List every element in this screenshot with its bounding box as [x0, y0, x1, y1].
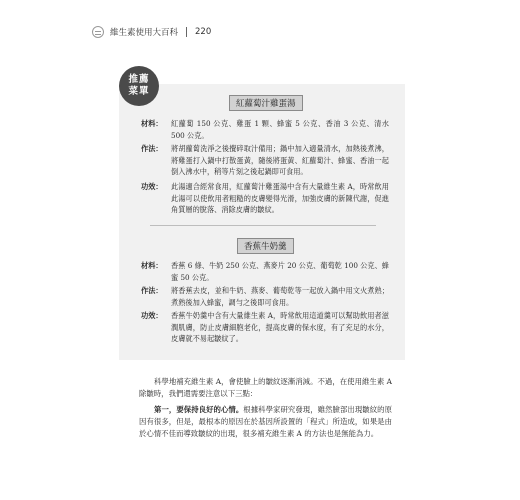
recipe-divider — [150, 225, 376, 226]
header-divider — [186, 27, 187, 37]
page-number: 220 — [195, 27, 212, 37]
body-paragraph: 科學地補充維生素 A，會使臉上的皺紋逐漸消減。不過，在使用維生素 A 除皺時，我們還需要注意以下三點： — [139, 377, 392, 399]
method-text: 將香蕉去皮，並和牛奶、燕麥、葡萄乾等一起放入鍋中用文火煮熟；煮熟後加入蜂蜜，調勻之後即可食用。 — [171, 286, 389, 307]
method-text: 將胡蘿蔔洗淨之後攪碎取汁備用；鍋中加入適量清水，加熱後煮沸，將雞蛋打入鍋中打散蛋黃，隨後將蛋黃、紅蘿蔔汁、蜂蜜、香油一起倒入沸水中，稍等片刻之後起鍋即可食用。 — [171, 144, 389, 177]
paragraph-lead: 第一，要保持良好的心情。 — [154, 405, 244, 414]
effect-label: 功效： — [141, 311, 163, 320]
recipe-title: 香蕉牛奶羹 — [237, 238, 294, 254]
recipe-method — [141, 143, 389, 178]
recipe-effect — [141, 181, 389, 216]
badge-line-2: 菜單 — [128, 86, 150, 97]
effect-label: 功效： — [141, 182, 163, 191]
body-paragraph — [139, 404, 392, 441]
paragraph-text: 根據科學家研究發現，雖然臉部出現皺紋的原因有很多，但是，最根本的原因在於基因所設置的「程式」所造成，如果是由於心情不佳而導致皺紋的出現，很多補充維生素 A 的方法也是無能為力。 — [139, 405, 392, 439]
method-label: 作法： — [141, 144, 163, 153]
ingredients-label: 材料： — [141, 119, 163, 128]
ingredients-text: 紅蘿蔔 150 公克、雞蛋 1 顆、蜂蜜 5 公克、香油 3 公克、清水 500 公克。 — [171, 119, 389, 140]
recommended-recipes-badge — [119, 66, 159, 106]
recipe-title: 紅蘿蔔汁雞蛋湯 — [229, 95, 303, 111]
recipe-effect — [141, 310, 389, 345]
ingredients-label: 材料： — [141, 261, 163, 270]
effect-text: 香蕉牛奶羹中含有大量維生素 A，時常飲用這道羹可以幫助飲用者滋潤肌膚，防止皮膚細胞老化，提高皮膚的保水度，有了充足的水分，皮膚就不易起皺紋了。 — [171, 311, 389, 344]
book-title: 維生素使用大百科 — [110, 28, 179, 38]
ingredients-text: 香蕉 6 條、牛奶 250 公克、燕麥片 20 公克、葡萄乾 100 公克、蜂蜜 50 公克。 — [171, 261, 389, 282]
badge-line-1: 推薦 — [128, 74, 150, 85]
recipe-method — [141, 285, 389, 308]
book-logo-icon — [92, 26, 104, 38]
method-label: 作法： — [141, 286, 163, 295]
recipe-ingredients — [141, 260, 389, 283]
effect-text: 此湯適合經常食用，紅蘿蔔汁雞蛋湯中含有大量維生素 A，時常飲用此湯可以使飲用者粗糙的皮膚變得光滑，加強皮膚的新陳代謝，促進角質層的脫落、消除皮膚的皺紋。 — [171, 182, 389, 215]
running-header — [92, 25, 211, 39]
recipe-ingredients — [141, 118, 389, 141]
